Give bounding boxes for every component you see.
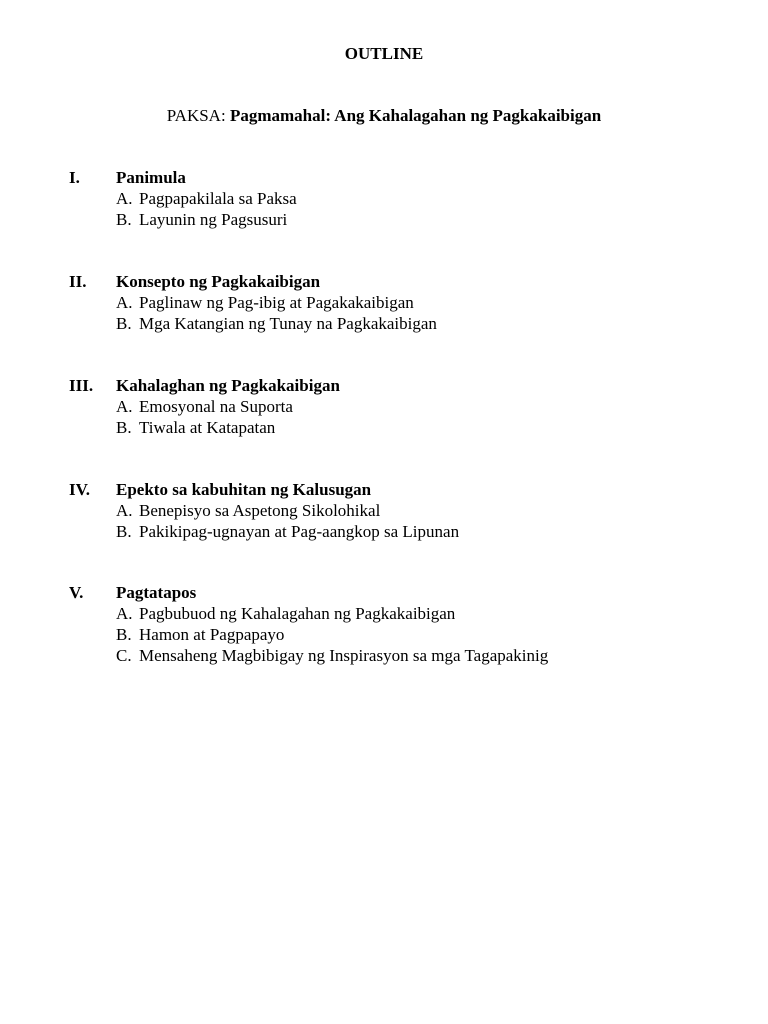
subitem-text: Layunin ng Pagsusuri xyxy=(139,210,288,229)
section-heading: Konsepto ng Pagkakaibigan xyxy=(116,272,321,291)
section-heading: Panimula xyxy=(116,168,186,187)
outline-subitem xyxy=(69,521,709,542)
topic-value: Pagmamahal: Ang Kahalagahan ng Pagkakaibigan xyxy=(229,106,602,125)
section-heading: Pagtatapos xyxy=(116,583,197,602)
outline-section-3 xyxy=(69,375,709,438)
subitem-text: Mga Katangian ng Tunay na Pagkakaibigan xyxy=(139,314,437,333)
subitem-letter: A. xyxy=(116,397,133,416)
subitem-letter: B. xyxy=(116,418,132,437)
subitem-letter: B. xyxy=(116,210,132,229)
section-heading: Kahalaghan ng Pagkakaibigan xyxy=(116,376,340,395)
outline-subitem xyxy=(69,292,709,313)
outline-subitem xyxy=(69,188,709,209)
outline-subitem xyxy=(69,624,709,645)
outline-subitem xyxy=(69,417,709,438)
subitem-text: Pagpapakilala sa Paksa xyxy=(139,189,297,208)
section-numeral: I. xyxy=(69,168,80,187)
outline-section-5 xyxy=(69,582,709,666)
subitem-text: Pakikipag-ugnayan at Pag-aangkop sa Lipunan xyxy=(139,522,460,541)
topic-label: PAKSA: xyxy=(166,106,226,125)
outline-subitem xyxy=(69,603,709,624)
subitem-text: Hamon at Pagpapayo xyxy=(139,625,285,644)
section-heading: Epekto sa kabuhitan ng Kalusugan xyxy=(116,480,372,499)
outline-subitem xyxy=(69,313,709,334)
section-numeral: V. xyxy=(69,583,84,602)
subitem-text: Pagbubuod ng Kahalagahan ng Pagkakaibigan xyxy=(139,604,456,623)
section-numeral: IV. xyxy=(69,480,90,499)
subitem-letter: A. xyxy=(116,293,133,312)
subitem-letter: B. xyxy=(116,314,132,333)
subitem-text: Emosyonal na Suporta xyxy=(139,397,293,416)
subitem-text: Paglinaw ng Pag-ibig at Pagakakaibigan xyxy=(139,293,414,312)
subitem-letter: A. xyxy=(116,501,133,520)
subitem-text: Tiwala at Katapatan xyxy=(139,418,276,437)
outline-subitem xyxy=(69,396,709,417)
document-title: OUTLINE xyxy=(344,44,424,63)
subitem-letter: B. xyxy=(116,625,132,644)
outline-subitem xyxy=(69,500,709,521)
section-numeral: III. xyxy=(69,376,94,395)
outline-subitem xyxy=(69,209,709,230)
outline-subitem xyxy=(69,645,709,666)
section-numeral: II. xyxy=(69,272,87,291)
subitem-letter: A. xyxy=(116,189,133,208)
outline-section-1 xyxy=(69,167,709,230)
subitem-text: Mensaheng Magbibigay ng Inspirasyon sa mga Tagapakinig xyxy=(139,646,549,665)
subitem-letter: C. xyxy=(116,646,132,665)
outline-section-4 xyxy=(69,479,709,542)
outline-section-2 xyxy=(69,271,709,334)
subitem-text: Benepisyo sa Aspetong Sikolohikal xyxy=(139,501,381,520)
subitem-letter: A. xyxy=(116,604,133,623)
topic-line xyxy=(0,105,768,126)
subitem-letter: B. xyxy=(116,522,132,541)
